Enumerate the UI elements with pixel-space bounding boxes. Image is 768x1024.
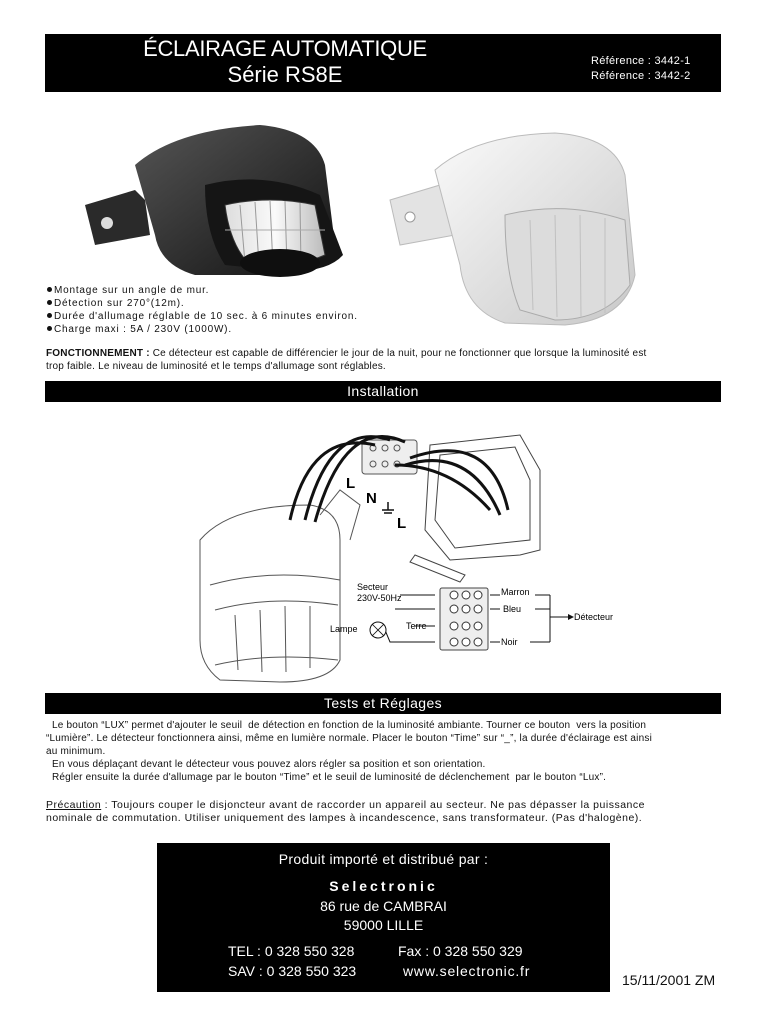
tests-paragraph: Le bouton “LUX” permet d'ajouter le seuil de détection en fonction de la luminosité ambiante. Tourner ce bouton vers la position “Lumière”. Le détecteur fonctionnera ainsi, même en lumière normale. Placer le bouton “Time” sur “_”, la durée d'éclairage est ainsi au minimum. En vous déplaçant devant le détecteur vous pouvez alors régler sa position et son orientation. Régler ensuite la durée d'allumage par le bouton “Time” et le seuil de luminosité de déclenchement par le bouton “Lux”.	[46, 720, 652, 783]
bullet-icon	[47, 287, 52, 292]
bullet-icon	[47, 300, 52, 305]
company-city: 59000 LILLE	[343, 917, 424, 933]
fax-number: Fax : 0 328 550 329	[398, 943, 523, 959]
fonctionnement-label: FONCTIONNEMENT :	[46, 348, 150, 359]
page-title: ÉCLAIRAGE AUTOMATIQUE	[143, 36, 427, 61]
black-detector-photo	[75, 105, 365, 290]
list-item: Montage sur un angle de mur.	[47, 284, 358, 297]
detector-drawing	[200, 490, 360, 682]
voltage-label: 230V-50Hz	[357, 593, 402, 603]
feature-list	[47, 284, 358, 336]
list-item: Charge maxi : 5A / 230V (1000W).	[47, 323, 358, 336]
distributor-intro: Produit importé et distribué par :	[278, 851, 489, 867]
bullet-icon	[47, 313, 52, 318]
sav-number: SAV : 0 328 550 323	[228, 963, 357, 979]
wire-label-n: N	[366, 490, 377, 507]
company-street: 86 rue de CAMBRAI	[320, 898, 447, 914]
wire-label-l: L	[346, 475, 356, 492]
noir-label: Noir	[501, 637, 518, 647]
list-item: Détection sur 270°(12m).	[47, 297, 358, 310]
marron-label: Marron	[501, 587, 530, 597]
list-item: Durée d'allumage réglable de 10 sec. à 6 minutes environ.	[47, 310, 358, 323]
page-subtitle: Série RS8E	[227, 62, 343, 87]
reference-1: Référence : 3442-1	[591, 55, 691, 67]
tests-heading: Tests et Réglages	[45, 693, 721, 714]
white-detector-photo	[385, 125, 640, 330]
detecteur-label: Détecteur	[574, 612, 614, 622]
installation-diagram	[190, 410, 640, 690]
document-date: 15/11/2001 ZM	[622, 972, 716, 988]
precaution-label: Précaution	[46, 799, 102, 811]
header-banner	[45, 34, 721, 92]
precaution-paragraph: Précaution : Toujours couper le disjoncteur avant de raccorder un appareil au secteur. Ne pas dépasser la puissance nominale de commutation. Utiliser uniquement des lampes à incandescence, sans transformateur. (Pas d'halogène).	[46, 799, 645, 824]
secteur-label: Secteur	[357, 582, 389, 592]
lampe-label: Lampe	[330, 624, 358, 634]
bleu-label: Bleu	[503, 604, 522, 614]
bullet-icon	[47, 326, 52, 331]
terre-label: Terre	[406, 621, 427, 631]
website-link[interactable]: www.selectronic.fr	[403, 963, 531, 979]
earth-icon	[382, 502, 394, 513]
fonctionnement-paragraph: FONCTIONNEMENT : Ce détecteur est capable de différencier le jour de la nuit, pour ne fonctionner que lorsque la luminosité est trop faible. Le niveau de luminosité et le temps d'allumage sont réglables.	[46, 348, 647, 372]
reference-2: Référence : 3442-2	[591, 70, 691, 82]
distributor-box	[157, 843, 610, 992]
installation-heading: Installation	[45, 381, 721, 402]
tel-number: TEL : 0 328 550 328	[228, 943, 355, 959]
wire-label-l2: L	[397, 515, 407, 532]
company-name: Selectronic	[329, 878, 438, 894]
